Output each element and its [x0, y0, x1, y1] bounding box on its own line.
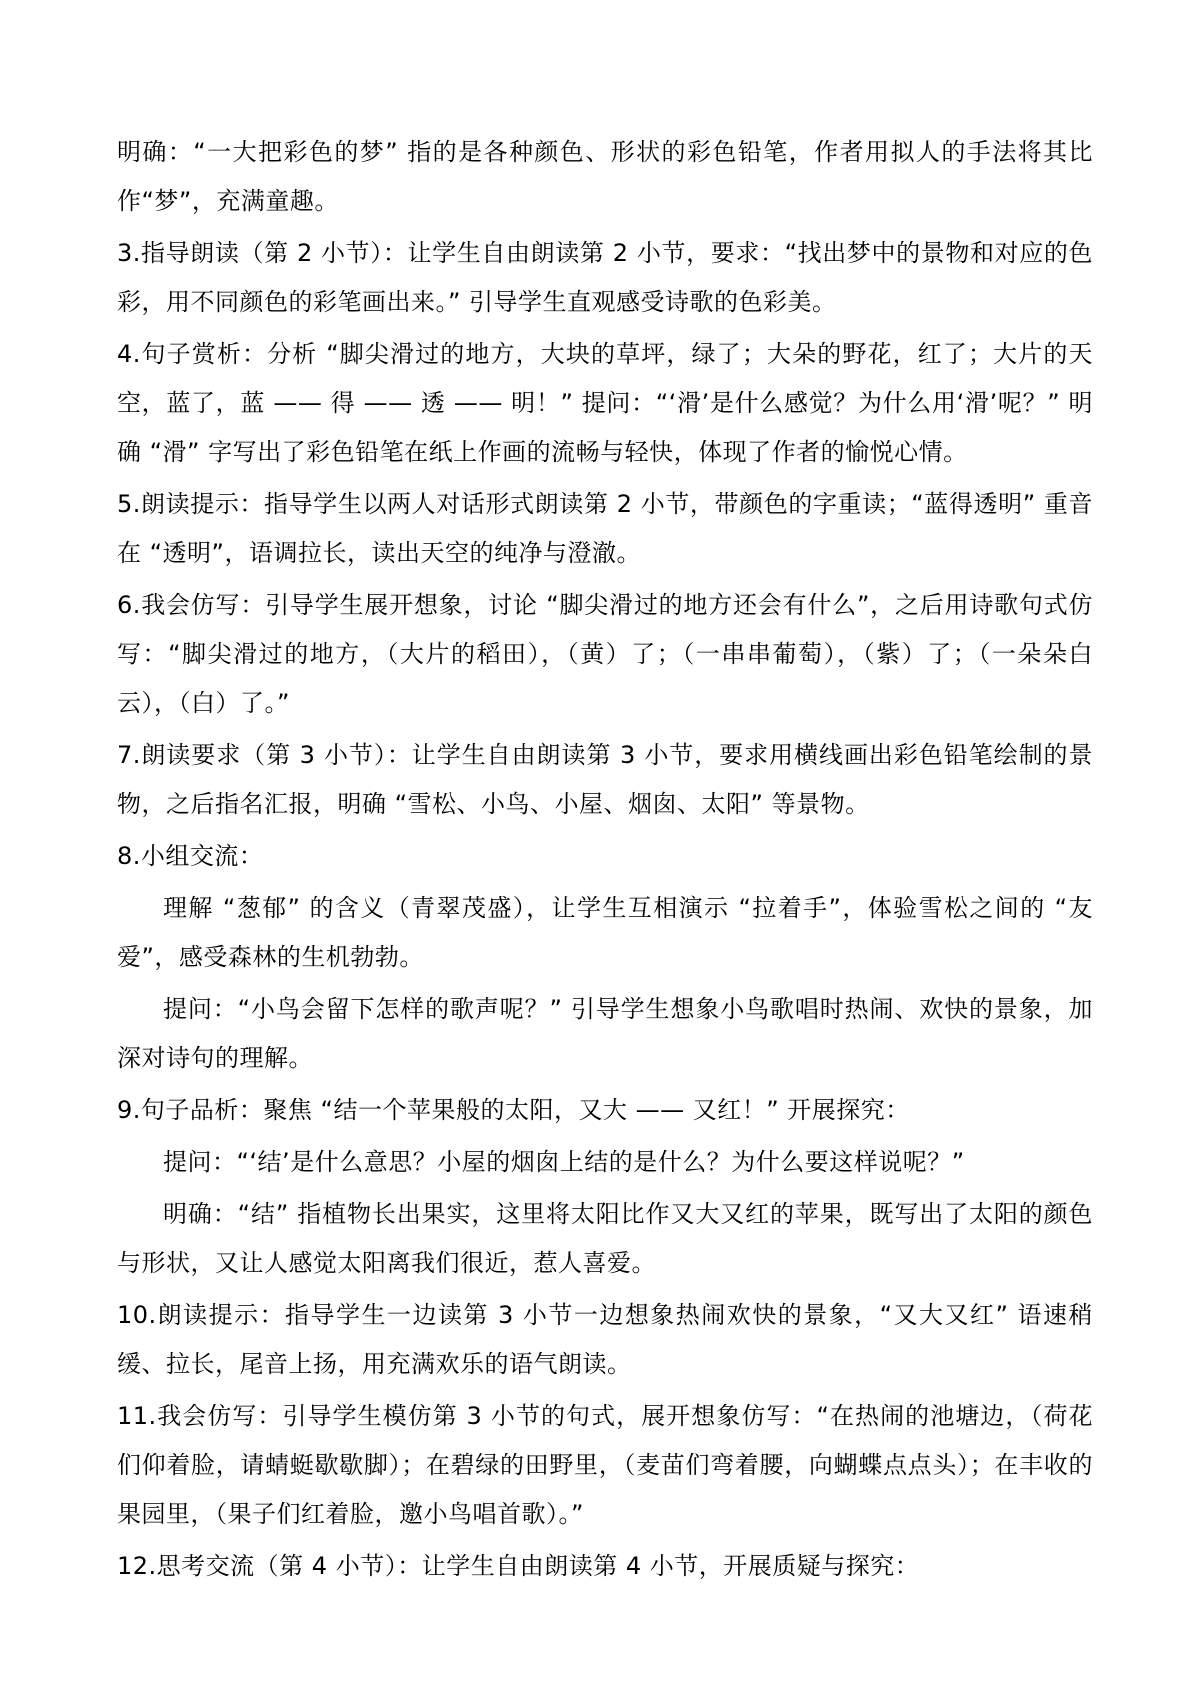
paragraph-item-12-thinking-discussion: 12.思考交流（第 4 小节）：让学生自由朗读第 4 小节，开展质疑与探究： — [117, 1552, 920, 1580]
paragraph-item-6-imitation-writing: 6.我会仿写：引导学生展开想象，讨论 “脚尖滑过的地方还会有什么”，之后用诗歌句式仿写：“脚尖滑过的地方，（大片的稻田），（黄）了；（一串串葡萄），（紫）了；（一朵朵白云），（白）了。” — [117, 591, 1093, 717]
paragraph-item-8-group-discussion: 8.小组交流： — [117, 842, 264, 870]
paragraph-item-9-sentence-analysis: 9.句子品析：聚焦 “结一个苹果般的太阳，又大 —— 又红！” 开展探究： — [117, 1096, 910, 1124]
paragraph-explanation-colorful-dream: 明确：“一大把彩色的梦” 指的是各种颜色、形状的彩色铅笔，作者用拟人的手法将其比作“梦”，充满童趣。 — [117, 138, 1093, 215]
paragraph-item-7-reading-requirements: 7.朗读要求（第 3 小节）：让学生自由朗读第 3 小节，要求用横线画出彩色铅笔绘制的景物，之后指名汇报，明确 “雪松、小鸟、小屋、烟囱、太阳” 等景物。 — [117, 741, 1093, 818]
paragraph-item-11-imitation-writing: 11.我会仿写：引导学生模仿第 3 小节的句式，展开想象仿写：“在热闹的池塘边，（荷花们仰着脸，请蜻蜓歇歇脚）；在碧绿的田野里，（麦苗们弯着腰，向蝴蝶点点头）；在丰收的果园里，（果子们红着脸，邀小鸟唱首歌）。” — [117, 1402, 1093, 1528]
paragraph-item-3-guided-reading: 3.指导朗读（第 2 小节）：让学生自由朗读第 2 小节，要求：“找出梦中的景物和对应的色彩，用不同颜色的彩笔画出来。” 引导学生直观感受诗歌的色彩美。 — [117, 239, 1093, 316]
paragraph-explanation-jie: 明确：“结” 指植物长出果实，这里将太阳比作又大又红的苹果，既写出了太阳的颜色与形状，又让人感觉太阳离我们很近，惹人喜爱。 — [117, 1200, 1093, 1277]
paragraph-question-bird-song: 提问：“小鸟会留下怎样的歌声呢？” 引导学生想象小鸟歌唱时热闹、欢快的景象，加深对诗句的理解。 — [117, 995, 1093, 1072]
paragraph-understanding-lush: 理解 “葱郁” 的含义（青翠茂盛），让学生互相演示 “拉着手”，体验雪松之间的 “友爱”，感受森林的生机勃勃。 — [117, 894, 1093, 971]
paragraph-item-10-reading-tips: 10.朗读提示：指导学生一边读第 3 小节一边想象热闹欢快的景象，“又大又红” 语速稍缓、拉长，尾音上扬，用充满欢乐的语气朗读。 — [117, 1301, 1093, 1378]
document-page — [117, 128, 1093, 1594]
paragraph-question-jie: 提问：“‘结’是什么意思？小屋的烟囱上结的是什么？为什么要这样说呢？” — [163, 1148, 965, 1176]
paragraph-item-5-reading-tips: 5.朗读提示：指导学生以两人对话形式朗读第 2 小节，带颜色的字重读；“蓝得透明” 重音在 “透明”，语调拉长，读出天空的纯净与澄澈。 — [117, 490, 1093, 567]
paragraph-item-4-sentence-appreciation: 4.句子赏析：分析 “脚尖滑过的地方，大块的草坪，绿了；大朵的野花，红了；大片的天空，蓝了，蓝 —— 得 —— 透 —— 明！” 提问：“‘滑’是什么感觉？为什么用‘滑’呢？” 明确 “滑” 字写出了彩色铅笔在纸上作画的流畅与轻快，体现了作者的愉悦心情。 — [117, 340, 1093, 466]
